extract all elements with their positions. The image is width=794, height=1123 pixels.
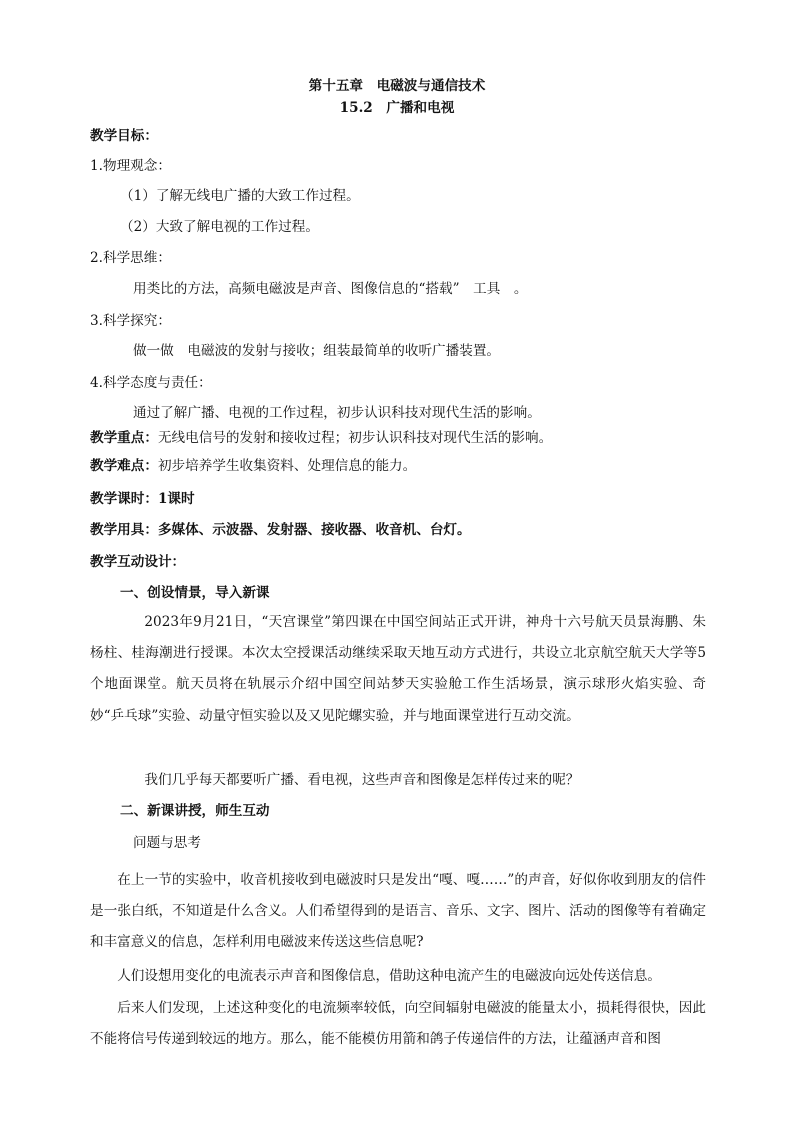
objective-heading: 3.科学探究： bbox=[90, 313, 171, 329]
section1-paragraph: 2023年9月21日，“天宫课堂”第四课在中国空间站正式开讲，神舟十六号航天员景海鹏、朱杨柱、桂海潮进行授课。本次太空授课活动继续采取天地互动方式进行，共设立北京航空航天大学等5个地面课堂。航天员将在轨展示介绍中国空间站梦天实验舱工作生活场景，演示球形火焰实验、奇妙“乒乓球”实验、动量守恒实验以及又见陀螺实验，并与地面课堂进行互动交流。 bbox=[90, 614, 706, 724]
section1-title: 一、创设情景，导入新课 bbox=[120, 585, 270, 601]
objective-heading: 2.科学思维： bbox=[90, 250, 171, 266]
objective-heading: 4.科学态度与责任： bbox=[90, 375, 212, 391]
section2-subtitle: 问题与思考 bbox=[133, 835, 201, 851]
difficulties-label: 教学难点： bbox=[90, 458, 158, 474]
class-hours: 教学课时：1课时 bbox=[90, 491, 195, 507]
section-title: 15.2 广播和电视 bbox=[339, 100, 455, 116]
section2-paragraph: 后来人们发现，上述这种变化的电流频率较低，向空间辐射电磁波的能量太小，损耗得很快，因此不能将信号传递到较远的地方。那么，能不能模仿用箭和鸽子传递信件的方法，让蕴涵声音和图 bbox=[90, 1000, 706, 1048]
key-points bbox=[90, 429, 552, 447]
section2-paragraph: 在上一节的实验中，收音机接收到电磁波时只是发出“嘎、嘎……”的声音，好似你收到朋友的信件是一张白纸，不知道是什么含义。人们希望得到的是语言、音乐、文字、图片、活动的图像等有着确定和丰富意义的信息，怎样利用电磁波来传送这些信息呢? bbox=[90, 872, 706, 951]
section2-title: 二、新课讲授，师生互动 bbox=[120, 803, 270, 819]
objective-point: 做一做 电磁波的发射与接收；组装最简单的收听广播装置。 bbox=[133, 343, 501, 359]
section1-question: 我们几乎每天都要听广播、看电视，这些声音和图像是怎样传过来的呢？ bbox=[144, 772, 580, 788]
objective-point: （2）大致了解电视的工作过程。 bbox=[120, 219, 319, 235]
teaching-tools: 教学用具：多媒体、示波器、发射器、接收器、收音机、台灯。 bbox=[90, 522, 471, 538]
chapter-title: 第十五章 电磁波与通信技术 bbox=[308, 78, 486, 94]
key-points-label: 教学重点： bbox=[90, 430, 158, 446]
objective-point: 通过了解广播、电视的工作过程，初步认识科技对现代生活的影响。 bbox=[133, 405, 541, 421]
section2-paragraph: 人们设想用变化的电流表示声音和图像信息，借助这种电流产生的电磁波向远处传送信息。 bbox=[117, 968, 661, 984]
difficulties-text: 初步培养学生收集资料、处理信息的能力。 bbox=[157, 458, 417, 474]
objective-point: （1）了解无线电广播的大致工作过程。 bbox=[120, 188, 360, 204]
key-points-text: 无线电信号的发射和接收过程；初步认识科技对现代生活的影响。 bbox=[157, 430, 553, 446]
difficulties bbox=[90, 457, 416, 475]
objectives-title: 教学目标： bbox=[90, 128, 158, 144]
objective-heading: 1.物理观念： bbox=[90, 158, 171, 174]
objective-point: 用类比的方法，高频电磁波是声音、图像信息的“搭载” 工具 。 bbox=[133, 281, 528, 297]
interaction-title: 教学互动设计： bbox=[90, 554, 186, 570]
